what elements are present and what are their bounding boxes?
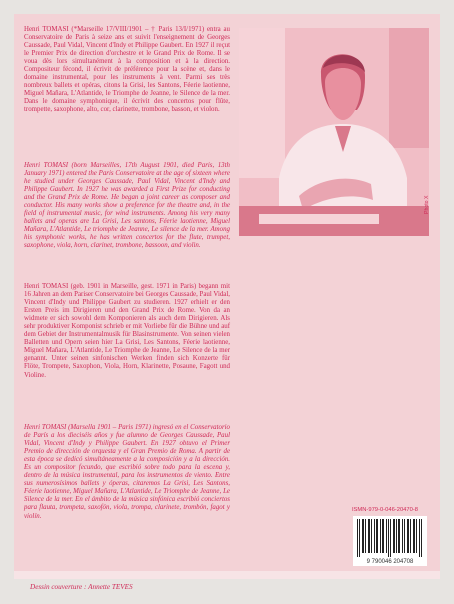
isbn-text: ISMN-979-0-046-20470-8 xyxy=(351,507,418,513)
biography-german: Henri TOMASI (geb. 1901 in Marseille, gest. 1971 in Paris) begann mit 16 Jahren an dem Pariser Conservatoire bei Georges Caussade, Paul Vidal, Vincent d'Indy und Philippe Gaubert zu studieren. 1927 erhielt er den Ersten Preis im Dirigieren und den Grand Prix de Rome. Von da an widmete er sich sowohl dem Komponieren als auch dem Dirigieren. Als sehr produktiver Komponist schrieb er mit Vorliebe für die Bühne und auf dem Gebiet der Instrumentalmusik für Blasinstrumente. Von seinen vielen Balletten und Opern seien hier La Grisi, Les Santons, Féerie laotienne, Miguel Mañara, L'Atlantide, Le Triomphe de Jeanne, Le Silence de la mer genannt. Unter seinen sinfonischen Werken finden sich Konzerte für Flöte, Trompete, Saxophon, Viola, Horn, Klarinette, Posaune, Fagott und Violine. xyxy=(24,283,230,379)
barcode-bars xyxy=(353,516,427,558)
portrait-illustration xyxy=(239,28,429,236)
photo-credit: Photo X xyxy=(424,195,430,214)
biography-english: Henri TOMASI (born Marseilles, 17th August 1901, died Paris, 13th January 1971) entered the Paris Conservatoire at the age of sixteen where he studied under Georges Caussade, Paul Vidal, Vincent d'Indy and Philippe Gaubert. In 1927 he was awarded a First Prize for conducting and the Grand Prix de Rome. He began a joint career as composer and conductor. His many works show a preference for the theatre and, in the field of instrumental music, for wind instruments. Among his very many ballets and operas are La Grisi, Les santons, Féerie laotienne, Miguel Mañara, L'Atlantide, Le triomphe de Jeanne, Le silence de la mer. Among his symphonic works, he has written concertos for the flute, trumpet, saxophone, viola, horn, clarinet, trombone, bassoon, and violin. xyxy=(24,162,230,250)
cover-illustration-credit: Dessin couverture : Annette TEVES xyxy=(30,583,133,591)
panel-bottom-strip xyxy=(14,571,440,579)
biography-spanish: Henri TOMASI (Marsella 1901 – Paris 1971) ingresó en el Conservatorio de París a los dieciséis años y fue alumno de Georges Caussade, Paul Vidal, Vincent d'Indy y Philippe Gaubert. En 1927 obtuvo el Primer Premio de dirección de orquesta y el Gran Premio de Roma. A partir de esta época se dedicó simultáneamente a la composición y a la dirección. Es un compositor fecundo, que escribió sobre todo para la escena y, dentro de la música instrumental, para los instrumentos de viento. Entre sus numerosísimos ballets y óperas, citaremos La Grisi, Les Santons, Féerie laotienne, Miguel Mañara, L'Atlantide, Le Triomphe de Jeanne, Le Silence de la mer. En el ámbito de la música sinfónica escribió conciertos para flauta, trompeta, saxofón, viola, trompa, clarinete, trombón, fagot y violín. xyxy=(24,424,230,520)
biography-french: Henri TOMASI (*Marseille 17/VIII/1901 – † Paris 13/I/1971) entra au Conservatoire de Paris à seize ans et suivit l'enseignement de Georges Caussade, Paul Vidal, Vincent d'Indy et Philippe Gaubert. En 1927 il reçut le Premier Prix de direction d'orchestre et le Grand Prix de Rome. Il se voua dès lors simultanément à la composition et à la direction. Compositeur fécond, il écrivit de préférence pour la scène et, dans le domaine instrumental, pour les instruments à vent. Parmi ses très nombreux ballets et opéras, citons la Grisi, les Santons, Féerie laotienne, Miguel Mañara, L'Atlantide, le Triomphe de Jeanne, le Silence de la mer. Dans le domaine symphonique, il écrivit des concertos pour flûte, trompette, saxophone, alto, cor, clarinette, trombone, basson, et violon. xyxy=(24,26,230,114)
barcode-digits: 9 790046 204708 xyxy=(366,559,414,565)
composer-portrait-photo xyxy=(239,28,429,236)
